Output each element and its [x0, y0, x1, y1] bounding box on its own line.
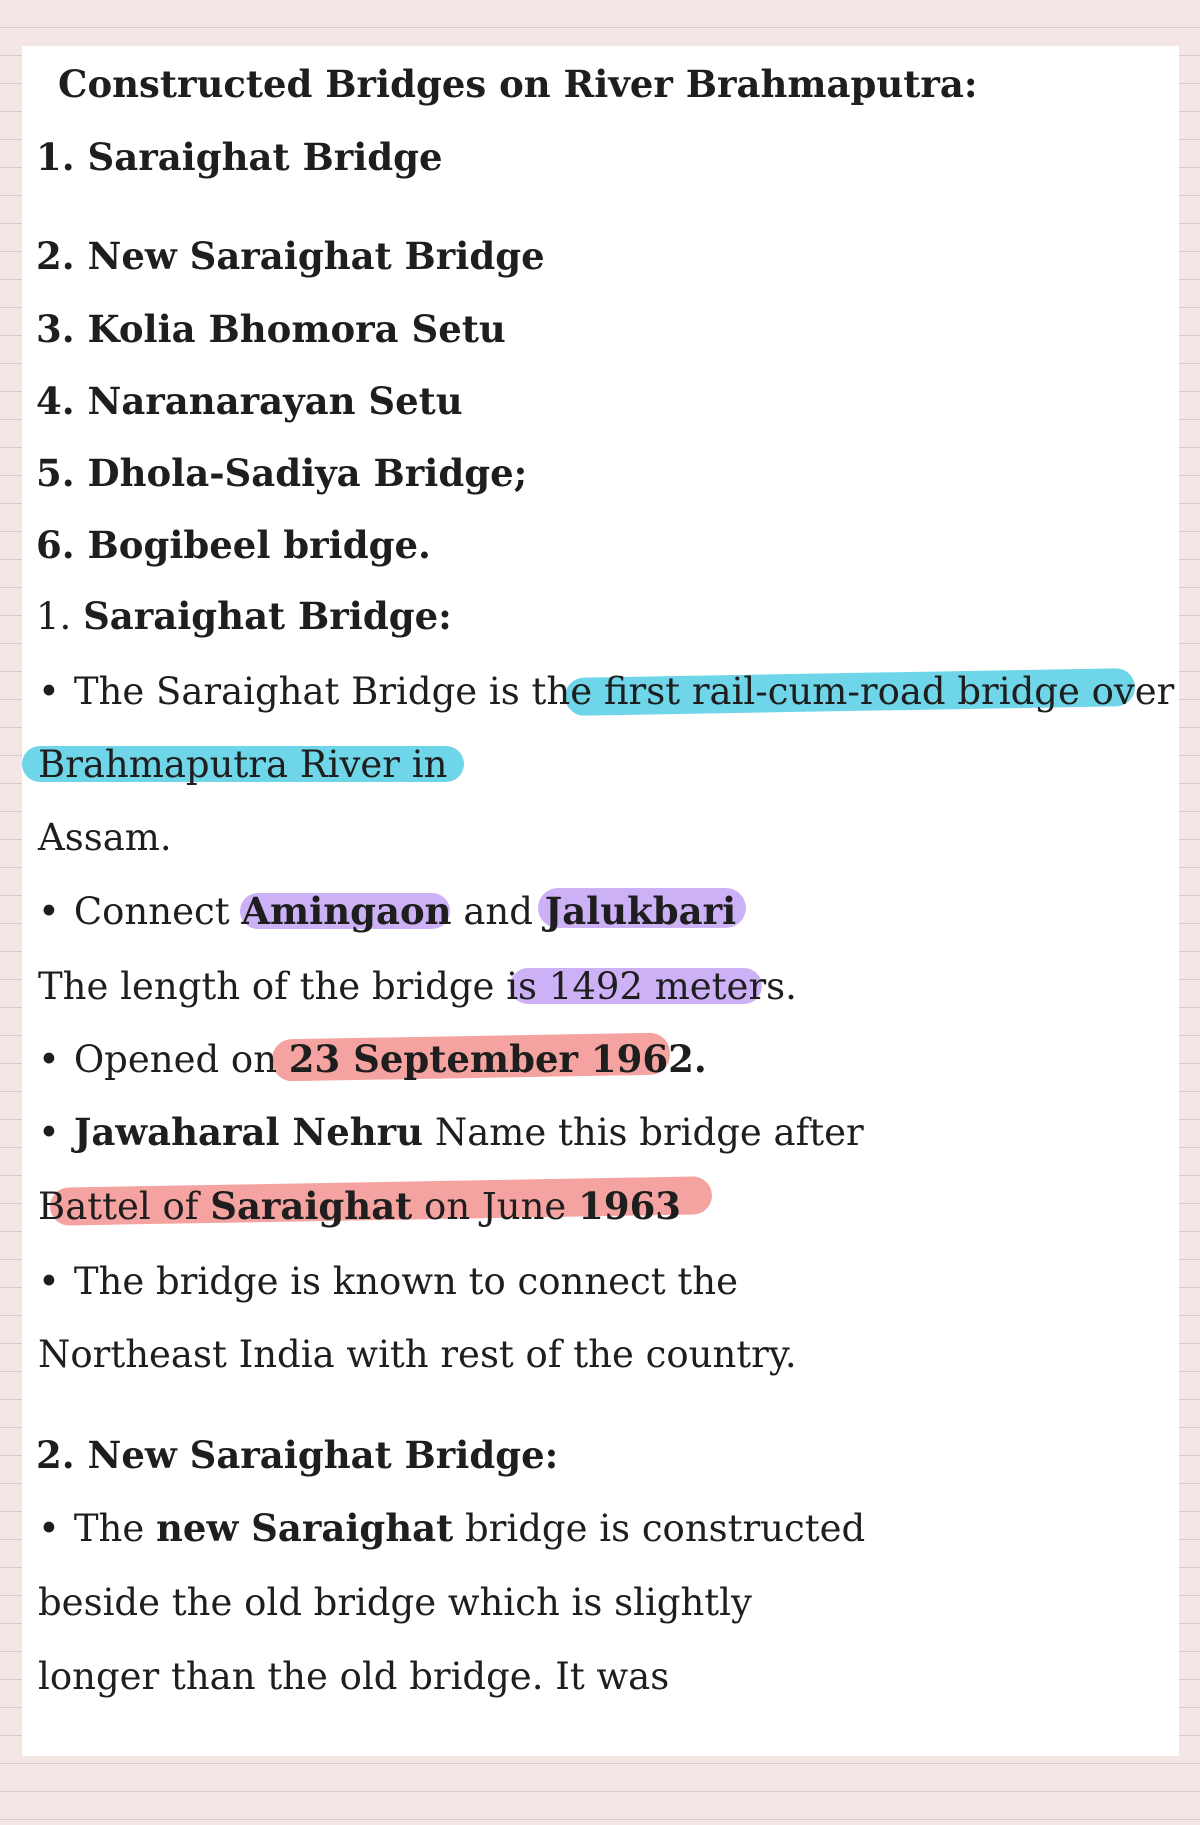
text: Opened on [73, 1038, 278, 1081]
section-heading-saraighat [36, 594, 452, 638]
place-jalukbari: Jalukbari [544, 889, 737, 933]
opened-date: 23 September 1962. [288, 1037, 707, 1081]
name-nehru: Jawaharal Nehru [73, 1110, 424, 1154]
list-item: 6. Bogibeel bridge. [36, 523, 431, 567]
list-item: 5. Dhola-Sadiya Bridge; [36, 451, 528, 495]
text: The [73, 1507, 145, 1550]
known-line [38, 1260, 739, 1303]
paragraph-line [38, 670, 1175, 713]
paragraph-line [38, 1506, 866, 1550]
paragraph-line: longer than the old bridge. It was [38, 1655, 670, 1698]
list-item: 2. New Saraighat Bridge [36, 234, 545, 278]
paragraph-line: beside the old bridge which is slightly [38, 1581, 752, 1624]
paragraph-line: Brahmaputra River in [38, 743, 448, 786]
text-new-saraighat: new Saraighat [156, 1506, 454, 1550]
list-item: 4. Naranarayan Setu [36, 379, 463, 423]
bullet: • [38, 890, 60, 933]
text: The bridge is known to connect the [73, 1260, 739, 1303]
text: Battel of [38, 1185, 199, 1228]
text: and [463, 890, 533, 933]
text: on June [424, 1185, 567, 1228]
year-1963: 1963 [578, 1184, 682, 1228]
bullet: • [38, 1260, 60, 1303]
text-saraighat: Saraighat [210, 1184, 413, 1228]
list-item: 3. Kolia Bhomora Setu [36, 307, 506, 351]
opened-line [38, 1037, 707, 1081]
paragraph-line: Northeast India with rest of the country. [38, 1333, 797, 1376]
section-number: 1. [36, 595, 72, 638]
bullet: • [38, 1038, 60, 1081]
text: Name this bridge after [434, 1111, 864, 1154]
place-amingaon: Amingaon [241, 889, 452, 933]
paragraph-line: Assam. [38, 816, 172, 859]
list-item: 1. Saraighat Bridge [36, 135, 443, 179]
bullet: • [38, 670, 60, 713]
page-title: Constructed Bridges on River Brahmaputra: [58, 62, 978, 106]
section-heading-new-saraighat: 2. New Saraighat Bridge: [36, 1433, 559, 1477]
text: The Saraighat Bridge is the first rail-cum-road bridge over [73, 670, 1175, 713]
named-line [38, 1110, 864, 1154]
text: Connect [73, 890, 230, 933]
battel-line [38, 1184, 682, 1228]
section-title: Saraighat Bridge: [83, 594, 452, 638]
bullet: • [38, 1111, 60, 1154]
length-line: The length of the bridge is 1492 meters. [38, 965, 797, 1008]
text: bridge is constructed [465, 1507, 866, 1550]
connect-line [38, 889, 737, 933]
bullet: • [38, 1507, 60, 1550]
